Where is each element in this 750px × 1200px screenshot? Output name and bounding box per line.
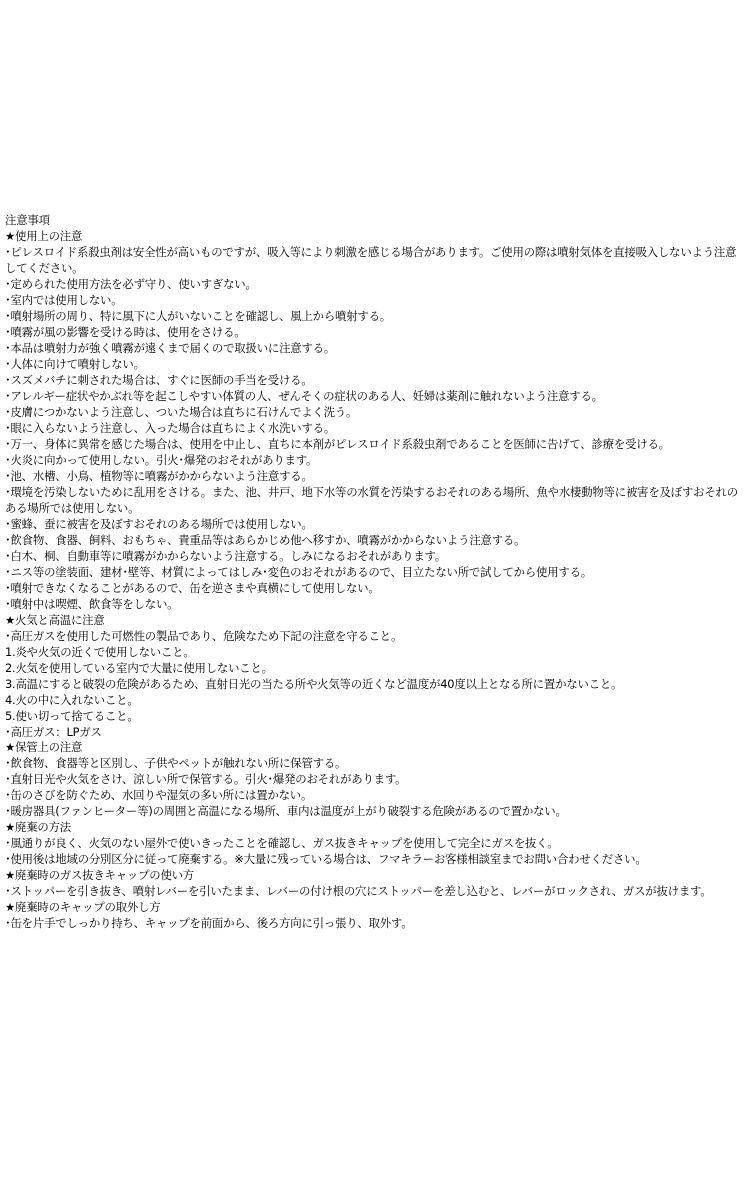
caution-line: ･人体に向けて噴射しない。: [5, 356, 145, 371]
caution-line: ･万一、身体に異常を感じた場合は、使用を中止し、直ちに本剤がピレスロイド系殺虫剤であることを医師に告げて、診療を受ける。: [5, 436, 670, 451]
caution-line: ･高圧ガスを使用した可燃性の製品であり、危険なため下記の注意を守ること。: [5, 628, 403, 643]
caution-line: ･眼に入らないよう注意し、入った場合は直ちによく水洗いする。: [5, 420, 336, 435]
caution-line: ･噴射場所の周り、特に風下に人がいないことを確認し、風上から噴射する。: [5, 308, 391, 323]
section-heading: ★廃棄の方法: [5, 820, 71, 835]
caution-document: [5, 213, 745, 932]
caution-line: ･直射日光や火気をさけ、涼しい所で保管する。引火･爆発のおそれがあります。: [5, 772, 407, 787]
caution-line: ･本品は噴射力が強く噴霧が遠くまで届くので取扱いに注意する。: [5, 340, 336, 355]
caution-line: ･ピレスロイド系殺虫剤は安全性が高いものですが、吸入等により刺激を感じる場合があります。ご使用の際は噴射気体を直接吸入しないよう注意してください。: [5, 244, 737, 275]
caution-line: ･噴霧が風の影響を受ける時は、使用をさける。: [5, 324, 246, 339]
caution-line: ･風通りが良く、火気のない屋外で使いきったことを確認し、ガス抜きキャップを使用して完全にガスを抜く。: [5, 836, 559, 851]
caution-line: ･暖房器具(ファンヒーター等)の周囲と高温になる場所、車内は温度が上がり破裂する危険があるので置かない。: [5, 804, 567, 819]
caution-line: 3.高温にすると破裂の危険があるため、直射日光の当たる所や火気等の近くなど温度が40度以上となる所に置かないこと。: [5, 676, 623, 691]
caution-line: ･噴射中は喫煙、飲食等をしない。: [5, 596, 179, 611]
caution-line: 2.火気を使用している室内で大量に使用しないこと。: [5, 660, 273, 675]
document-title: 注意事項: [5, 213, 50, 227]
caution-line: ･缶のさびを防ぐため、水回りや湿気の多い所には置かない。: [5, 788, 313, 803]
caution-line: ･ストッパーを引き抜き、噴射レバーを引いたまま、レバーの付け根の穴にストッパーを差し込むと、レバーがロックされ、ガスが抜けます。: [5, 884, 712, 899]
section-heading: ★廃棄時のガス抜きキャップの使い方: [5, 868, 195, 883]
caution-line: ･高圧ガス：LPガス: [5, 724, 102, 739]
section-heading: ★廃棄時のキャップの取外し方: [5, 900, 161, 915]
section-heading: ★火気と高温に注意: [5, 612, 105, 627]
caution-line: 4.火の中に入れないこと。: [5, 692, 139, 707]
caution-line: 1.炎や火気の近くで使用しないこと。: [5, 644, 195, 659]
caution-line: ･火炎に向かって使用しない。引火･爆発のおそれがあります。: [5, 452, 318, 467]
caution-line: ･定められた使用方法を必ず守り、使いすぎない。: [5, 276, 257, 291]
caution-line: ･白木、桐、自動車等に噴霧がかからないよう注意する。しみになるおそれがあります。: [5, 548, 447, 563]
caution-line: ･ニス等の塗装面、建材･壁等、材質によってはしみ･変色のおそれがあるので、目立たない所で試してから使用する。: [5, 564, 592, 579]
caution-line: ･池、水槽、小鳥、植物等に噴霧がかからないよう注意する。: [5, 468, 313, 483]
caution-line: ･スズメバチに刺された場合は、すぐに医師の手当を受ける。: [5, 372, 313, 387]
section-heading: ★使用上の注意: [5, 228, 83, 243]
caution-line: ･アレルギー症状やかぶれ等を起こしやすい体質の人、ぜんそくの症状のある人、妊婦は薬剤に触れないよう注意する。: [5, 388, 603, 403]
caution-line: ･環境を汚染しないために乱用をさける。また、池、井戸、地下水等の水質を汚染するおそれのある場所、魚や水棲動物等に被害を及ぼすおそれのある場所では使用しない。: [5, 484, 738, 515]
caution-line: ･飲食物、食器、飼料、おもちゃ、貴重品等はあらかじめ他へ移すか、噴霧がかからないよう注意する。: [5, 532, 526, 547]
caution-line: ･使用後は地域の分別区分に従って廃棄する。※大量に残っている場合は、フマキラーお客様相談室までお問い合わせください。: [5, 852, 647, 867]
caution-line: ･室内では使用しない。: [5, 292, 123, 307]
section-heading: ★保管上の注意: [5, 740, 83, 755]
caution-line: ･蜜蜂、蚕に被害を及ぼすおそれのある場所では使用しない。: [5, 516, 313, 531]
caution-line: ･噴射できなくなることがあるので、缶を逆さまや真横にして使用しない。: [5, 580, 380, 595]
caution-line: ･缶を片手でしっかり持ち、キャップを前面から、後ろ方向に引っ張り、取外す。: [5, 916, 413, 931]
caution-line: ･飲食物、食器等と区別し、子供やペットが触れない所に保管する。: [5, 756, 347, 771]
caution-line: ･皮膚につかないよう注意し、ついた場合は直ちに石けんでよく洗う。: [5, 404, 358, 419]
caution-line: 5.使い切って捨てること。: [5, 708, 139, 723]
caution-lines: [5, 229, 745, 932]
